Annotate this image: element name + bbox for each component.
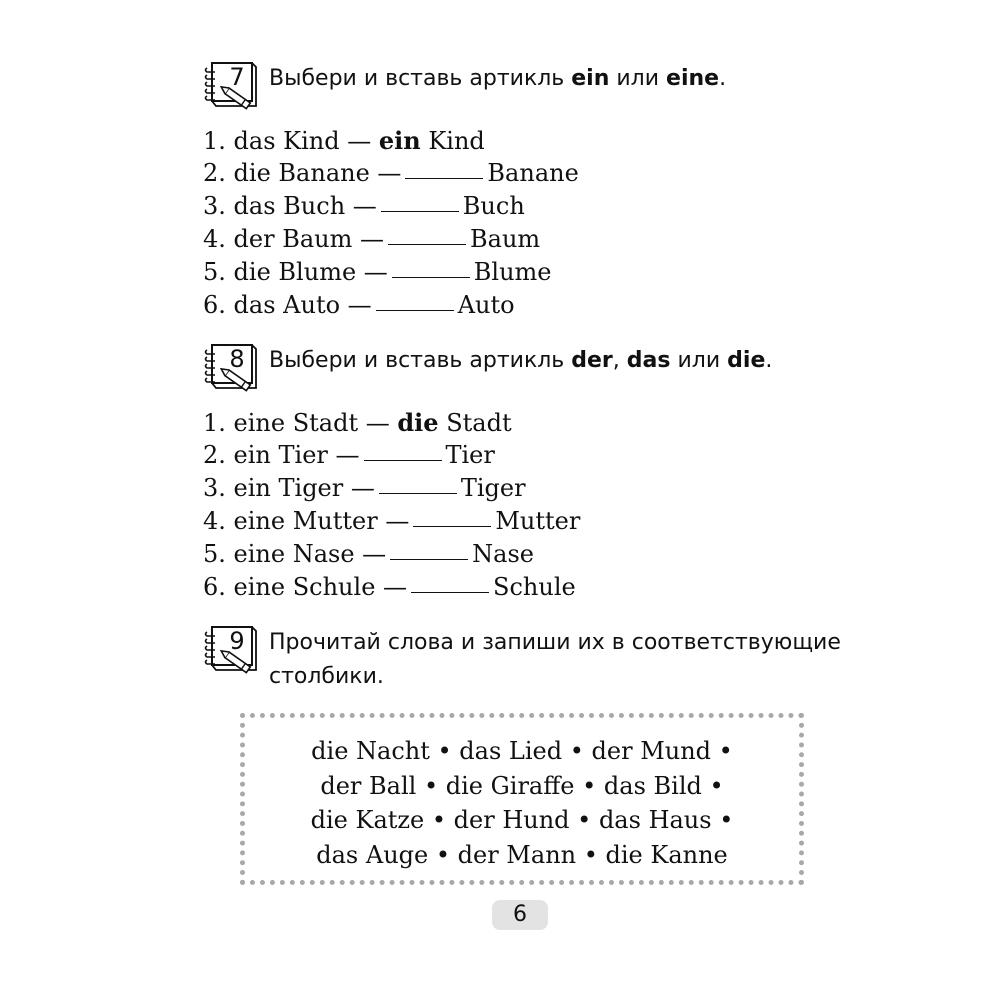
notebook-pencil-icon [203,60,265,110]
answer-blank[interactable] [392,255,470,278]
list-item: 6. das Auto — Auto [203,289,579,322]
answer-blank[interactable] [364,438,442,461]
answer-blank[interactable] [379,471,457,494]
word-line: der Ball • die Giraffe • das Bild • [320,771,724,800]
answer-blank[interactable] [405,156,483,179]
task-number: 9 [229,627,245,655]
answer-blank[interactable] [413,504,491,527]
list-item: 5. die Blume — Blume [203,256,579,289]
answer-blank[interactable] [411,570,489,593]
word-line: die Nacht • das Lied • der Mund • [311,737,733,765]
list-item: 3. ein Tiger — Tiger [203,472,580,505]
list-item: 5. eine Nase — Nase [203,538,580,571]
list-item: 1. das Kind — ein Kind [203,126,485,155]
task-number: 8 [229,345,245,373]
task-instruction: Прочитай слова и запиши их в соответствующие столбики. [269,630,841,689]
page-number: 6 [492,900,548,930]
word-line: das Auge • der Mann • die Kanne [316,840,728,869]
notebook-pencil-icon [203,342,265,392]
list-item: 3. das Buch — Buch [203,190,579,223]
answer-blank[interactable] [376,288,454,311]
exercise-list [203,406,580,604]
task-instruction: Выбери и вставь артикль der, das или die. [269,348,773,373]
list-item: 2. ein Tier — Tier [203,439,580,472]
word-line: die Katze • der Hund • das Haus • [310,806,734,834]
list-item: 4. der Baum — Baum [203,223,579,256]
exercise-list [203,124,579,322]
answer-blank[interactable] [388,222,466,245]
answer-example: die [397,408,439,437]
list-item: 6. eine Schule — Schule [203,571,580,604]
answer-blank[interactable] [381,189,459,212]
answer-blank[interactable] [390,537,468,560]
list-item: 4. eine Mutter — Mutter [203,505,580,538]
list-item: 1. eine Stadt — die Stadt [203,408,512,437]
answer-example: ein [378,126,421,155]
task-number: 7 [229,63,245,91]
list-item: 2. die Banane — Banane [203,157,579,190]
task-instruction: Выбери и вставь артикль ein или eine. [269,66,727,91]
word-box [240,713,804,885]
notebook-pencil-icon [203,624,265,674]
